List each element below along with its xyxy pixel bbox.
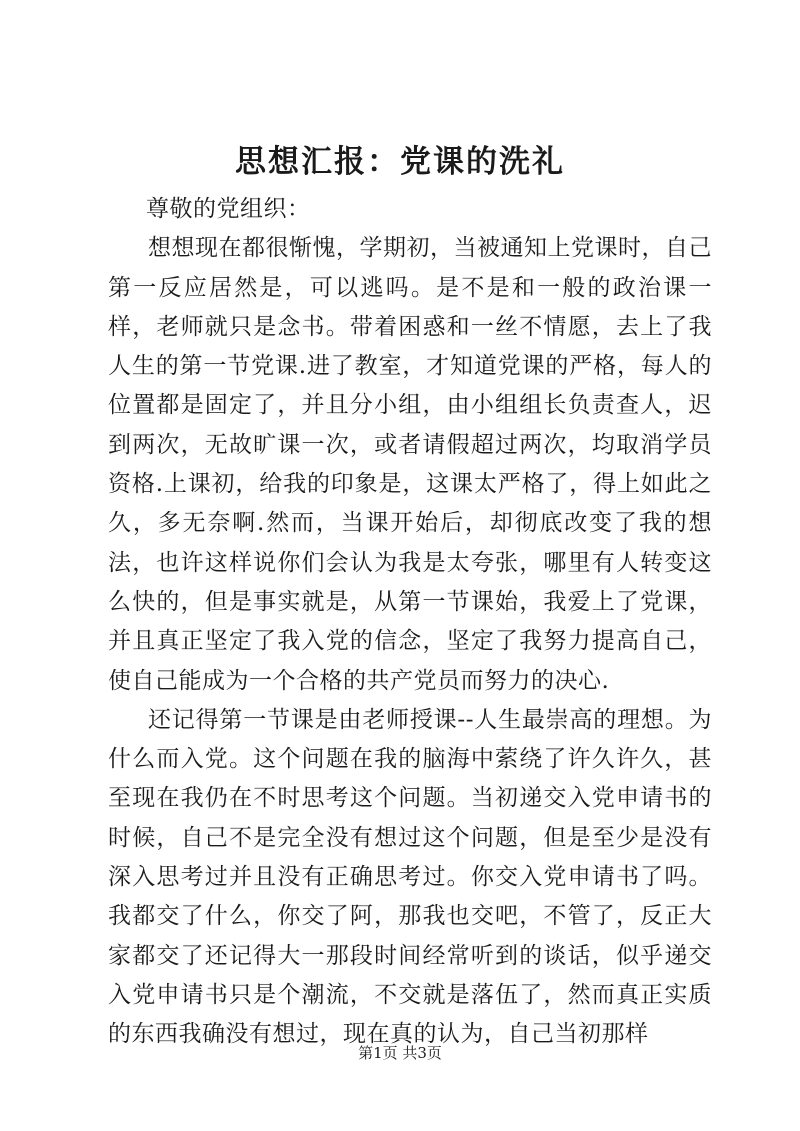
document-body bbox=[108, 190, 712, 1055]
paragraph-2: 还记得第一节课是由老师授课--人生最崇高的理想。为什么而入党。这个问题在我的脑海中萦绕了许久许久，甚至现在我仍在不时思考这个问题。当初递交入党申请书的时候，自己不是完全没有想过这个问题，但是至少是没有深入思考过并且没有正确思考过。你交入党申请书了吗。我都交了什么，你交了阿，那我也交吧，不管了，反正大家都交了还记得大一那段时间经常听到的谈话，似乎递交入党申请书只是个潮流，不交就是落伍了，然而真正实质的东西我确没有想过，现在真的认为，自己当初那样 bbox=[108, 706, 712, 1048]
page-number-footer: 第1页 共3页 bbox=[358, 1044, 442, 1062]
paragraph-1: 想想现在都很惭愧，学期初，当被通知上党课时，自己第一反应居然是，可以逃吗。是不是和一般的政治课一样，老师就只是念书。带着困惑和一丝不情愿，去上了我人生的第一节党课.进了教室，才知道党课的严格，每人的位置都是固定了，并且分小组，由小组组长负责查人，迟到两次，无故旷课一次，或者请假超过两次，均取消学员资格.上课初，给我的印象是，这课太严格了，得上如此之久，多无奈啊.然而，当课开始后，却彻底改变了我的想法，也许这样说你们会认为我是太夸张，哪里有人转变这么快的，但是事实就是，从第一节课始，我爱上了党课，并且真正坚定了我入党的信念，坚定了我努力提高自己，使自己能成为一个合格的共产党员而努力的决心. bbox=[108, 235, 712, 694]
salutation: 尊敬的党组织： bbox=[146, 196, 311, 222]
document-title: 思想汇报：党课的洗礼 bbox=[235, 144, 565, 180]
